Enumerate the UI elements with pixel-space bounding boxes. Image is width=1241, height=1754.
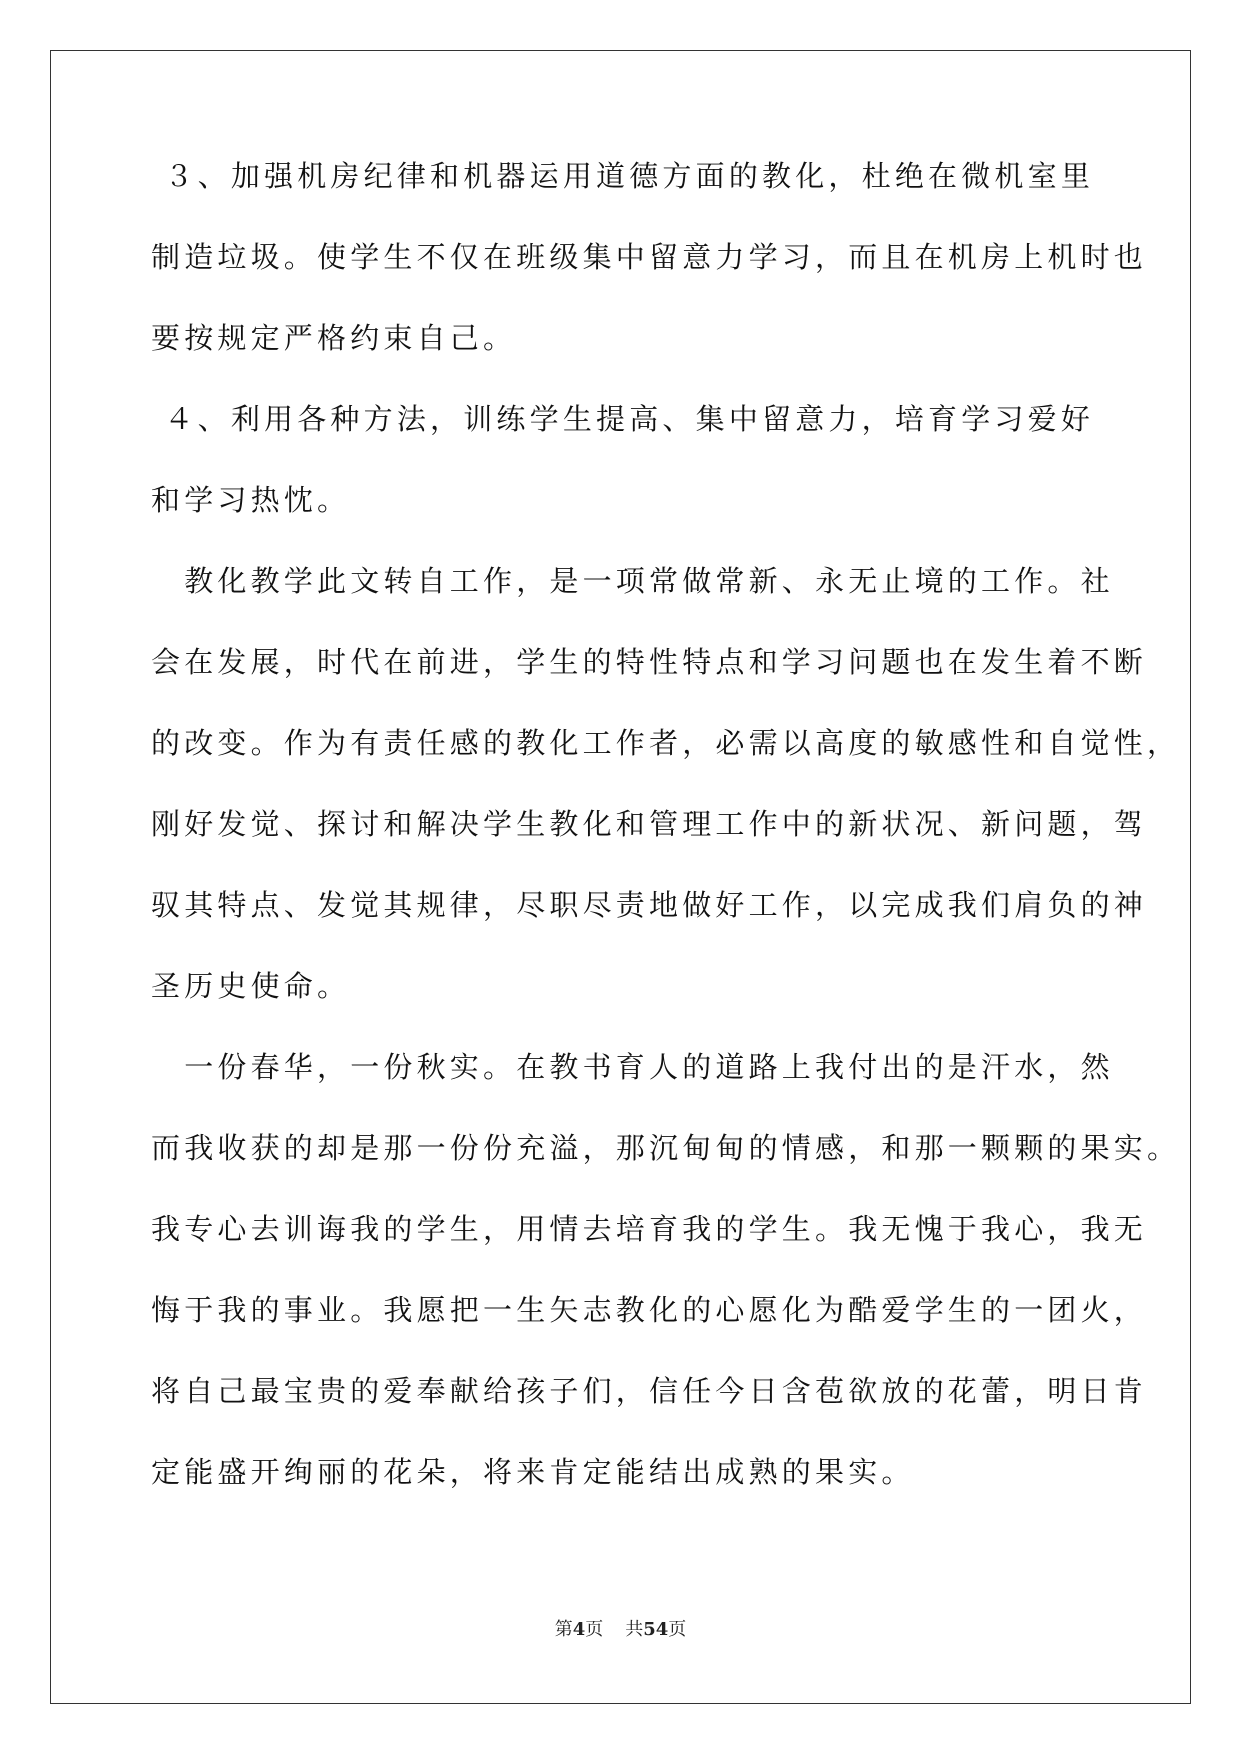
text-line: 将自己最宝贵的爱奉献给孩子们，信任今日含苞欲放的花蕾，明日肯 <box>151 1374 1148 1408</box>
text-line: 会在发展，时代在前进，学生的特性特点和学习问题也在发生着不断 <box>151 645 1148 679</box>
current-page-number: 4 <box>572 1619 586 1640</box>
text-line: 圣历史使命。 <box>151 969 351 1003</box>
footer-total-suffix: 页 <box>668 1619 687 1640</box>
text-line: 一份春华，一份秋实。在教书育人的道路上我付出的是汗水，然 <box>151 1050 1114 1084</box>
text-line: 的改变。作为有责任感的教化工作者，必需以高度的敏感性和自觉性， <box>151 726 1181 760</box>
text-line: 而我收获的却是那一份份充溢，那沉甸甸的情感，和那一颗颗的果实。 <box>151 1131 1181 1165</box>
text-line: 制造垃圾。使学生不仅在班级集中留意力学习，而且在机房上机时也 <box>151 240 1148 274</box>
footer-total-prefix: 共 <box>625 1619 644 1640</box>
paragraph-4 <box>151 1050 1181 1537</box>
document-body <box>151 159 1181 1537</box>
paragraph-3 <box>151 564 1181 1051</box>
paragraph-1 <box>151 159 1148 403</box>
text-line: 要按规定严格约束自己。 <box>151 321 517 355</box>
text-line: 教化教学此文转自工作，是一项常做常新、永无止境的工作。社 <box>151 564 1114 598</box>
text-line: 驭其特点、发觉其规律，尽职尽责地做好工作，以完成我们肩负的神 <box>151 888 1148 922</box>
text-line: 刚好发觉、探讨和解决学生教化和管理工作中的新状况、新问题，驾 <box>151 807 1148 841</box>
total-page-count: 54 <box>643 1619 669 1640</box>
text-line: ３、加强机房纪律和机器运用道德方面的教化，杜绝在微机室里 <box>151 159 1095 193</box>
paragraph-2 <box>151 403 1101 565</box>
page-footer <box>0 1615 1241 1641</box>
footer-page-suffix: 页 <box>585 1619 604 1640</box>
text-line: 我专心去训诲我的学生，用情去培育我的学生。我无愧于我心，我无 <box>151 1212 1148 1246</box>
text-line: 和学习热忱。 <box>151 483 351 517</box>
footer-prefix: 第 <box>554 1619 573 1640</box>
text-line: 定能盛开绚丽的花朵，将来肯定能结出成熟的果实。 <box>151 1455 915 1489</box>
text-line: ４、利用各种方法，训练学生提高、集中留意力，培育学习爱好 <box>151 402 1095 436</box>
text-line: 悔于我的事业。我愿把一生矢志教化的心愿化为酷爱学生的一团火， <box>151 1293 1148 1327</box>
